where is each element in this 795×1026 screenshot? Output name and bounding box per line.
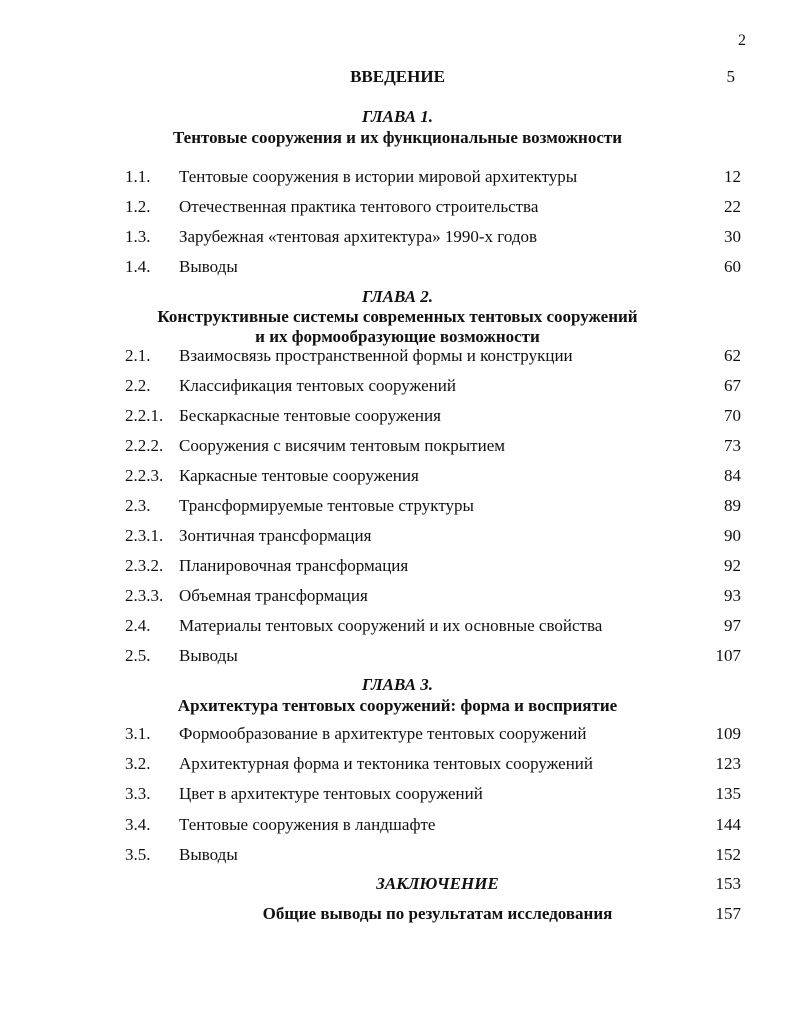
toc-entry xyxy=(0,466,795,490)
toc-entry xyxy=(0,845,795,869)
toc-entry-title: Бескаркасные тентовые сооружения xyxy=(179,406,441,425)
toc-entry xyxy=(0,724,795,748)
toc-entry-page: 90 xyxy=(724,526,741,545)
toc-entry xyxy=(0,526,795,550)
toc-entry-page: 22 xyxy=(724,197,741,216)
toc-entry-number: 2.2.2. xyxy=(125,436,164,455)
chapter-1-title: Тентовые сооружения и их функциональные возможности xyxy=(172,128,623,147)
toc-entry-title: Зонтичная трансформация xyxy=(179,526,372,545)
toc-entry-page: 93 xyxy=(724,586,741,605)
toc-entry xyxy=(0,586,795,610)
toc-entry-number: 2.3.3. xyxy=(125,586,164,605)
conclusion-page: 153 xyxy=(715,874,741,893)
toc-entry-title: Объемная трансформация xyxy=(179,586,368,605)
toc-entry xyxy=(0,346,795,370)
toc-entry-title: Взаимосвязь пространственной формы и конструкции xyxy=(179,346,573,365)
toc-entry-title: Выводы xyxy=(179,844,238,864)
toc-entry-page: 152 xyxy=(715,844,741,864)
toc-entry-number: 2.1. xyxy=(125,346,151,365)
toc-entry-page: 123 xyxy=(715,754,741,774)
toc-entry-number: 3.3. xyxy=(125,784,151,804)
toc-entry-title: Отечественная практика тентового строительства xyxy=(179,197,539,216)
toc-entry-title: Выводы xyxy=(179,257,238,276)
toc-entry xyxy=(0,815,795,839)
toc-entry-number: 1.4. xyxy=(125,257,151,276)
toc-entry-page: 84 xyxy=(724,466,741,485)
toc-entry xyxy=(0,496,795,520)
toc-entry-title: Цвет в архитектуре тентовых сооружений xyxy=(179,784,483,804)
intro-heading: ВВЕДЕНИЕ xyxy=(350,67,445,86)
toc-entry-page: 135 xyxy=(715,784,741,804)
toc-entry-title: Классификация тентовых сооружений xyxy=(179,376,456,395)
toc-entry-page: 97 xyxy=(724,616,741,635)
chapter-3-label: ГЛАВА 3. xyxy=(361,675,434,694)
toc-entry xyxy=(0,556,795,580)
toc-entry-number: 3.5. xyxy=(125,844,151,864)
toc-entry-number: 2.3.1. xyxy=(125,526,164,545)
toc-entry xyxy=(0,376,795,400)
toc-entry-title: Тентовые сооружения в ландшафте xyxy=(179,814,436,834)
toc-entry-number: 2.2. xyxy=(125,376,151,395)
toc-entry-page: 62 xyxy=(724,346,741,365)
chapter-2-label: ГЛАВА 2. xyxy=(361,287,434,306)
toc-entry-page: 107 xyxy=(715,646,741,665)
toc-entry-title: Трансформируемые тентовые структуры xyxy=(179,496,474,515)
toc-entry xyxy=(0,257,795,281)
toc-entry-title: Зарубежная «тентовая архитектура» 1990-х годов xyxy=(179,227,538,246)
toc-entry-number: 1.1. xyxy=(125,167,151,186)
toc-entry-title: Формообразование в архитектуре тентовых сооружений xyxy=(179,724,587,743)
toc-entry-number: 3.1. xyxy=(125,724,151,743)
toc-entry-number: 2.3.2. xyxy=(125,556,164,575)
toc-entry xyxy=(0,167,795,191)
toc-entry-title: Материалы тентовых сооружений и их основные свойства xyxy=(179,616,603,635)
toc-entry-title: Архитектурная форма и тектоника тентовых сооружений xyxy=(179,754,593,774)
toc-entry-title: Тентовые сооружения в истории мировой архитектуры xyxy=(179,167,578,186)
general-findings-page: 157 xyxy=(715,904,741,923)
toc-entry xyxy=(0,436,795,460)
toc-entry xyxy=(0,197,795,221)
toc-entry-number: 3.2. xyxy=(125,754,151,774)
toc-entry-number: 2.2.1. xyxy=(125,406,164,425)
toc-entry-page: 12 xyxy=(724,167,741,186)
toc-entry-title: Выводы xyxy=(179,646,238,665)
conclusion-heading: ЗАКЛЮЧЕНИЕ xyxy=(376,874,499,893)
toc-entry-number: 2.5. xyxy=(125,646,151,665)
chapter-3-title: Архитектура тентовых сооружений: форма и восприятие xyxy=(177,696,618,715)
toc-entry xyxy=(0,406,795,430)
toc-entry-number: 1.2. xyxy=(125,197,151,216)
toc-entry-number: 2.4. xyxy=(125,616,151,635)
toc-entry xyxy=(0,784,795,808)
toc-entry-title: Планировочная трансформация xyxy=(179,556,409,575)
toc-entry-title: Сооружения с висячим тентовым покрытием xyxy=(179,436,506,455)
toc-entry-page: 89 xyxy=(724,496,741,515)
toc-entry-page: 30 xyxy=(724,227,741,246)
chapter-1-label: ГЛАВА 1. xyxy=(361,107,434,126)
toc-entry-page: 60 xyxy=(724,257,741,276)
intro-page: 5 xyxy=(726,67,735,86)
toc-entry-title: Каркасные тентовые сооружения xyxy=(179,466,419,485)
chapter-2-title-line-1: Конструктивные системы современных тентовых сооружений xyxy=(157,307,638,326)
general-findings-heading: Общие выводы по результатам исследования xyxy=(262,904,613,923)
toc-entry-page: 144 xyxy=(715,814,741,834)
toc-entry-number: 3.4. xyxy=(125,814,151,834)
toc-entry-page: 70 xyxy=(724,406,741,425)
toc-entry-page: 92 xyxy=(724,556,741,575)
toc-entry-number: 2.2.3. xyxy=(125,466,164,485)
chapter-2-title-line-2: и их формообразующие возможности xyxy=(255,327,540,346)
toc-entry xyxy=(0,646,795,670)
toc-entry-page: 73 xyxy=(724,436,741,455)
toc-entry xyxy=(0,227,795,251)
toc-entry-number: 1.3. xyxy=(125,227,151,246)
page-number: 2 xyxy=(738,32,746,49)
toc-entry-page: 109 xyxy=(715,724,741,743)
toc-entry-number: 2.3. xyxy=(125,496,151,515)
toc-entry xyxy=(0,616,795,640)
toc-entry-page: 67 xyxy=(724,376,741,395)
toc-entry xyxy=(0,754,795,778)
